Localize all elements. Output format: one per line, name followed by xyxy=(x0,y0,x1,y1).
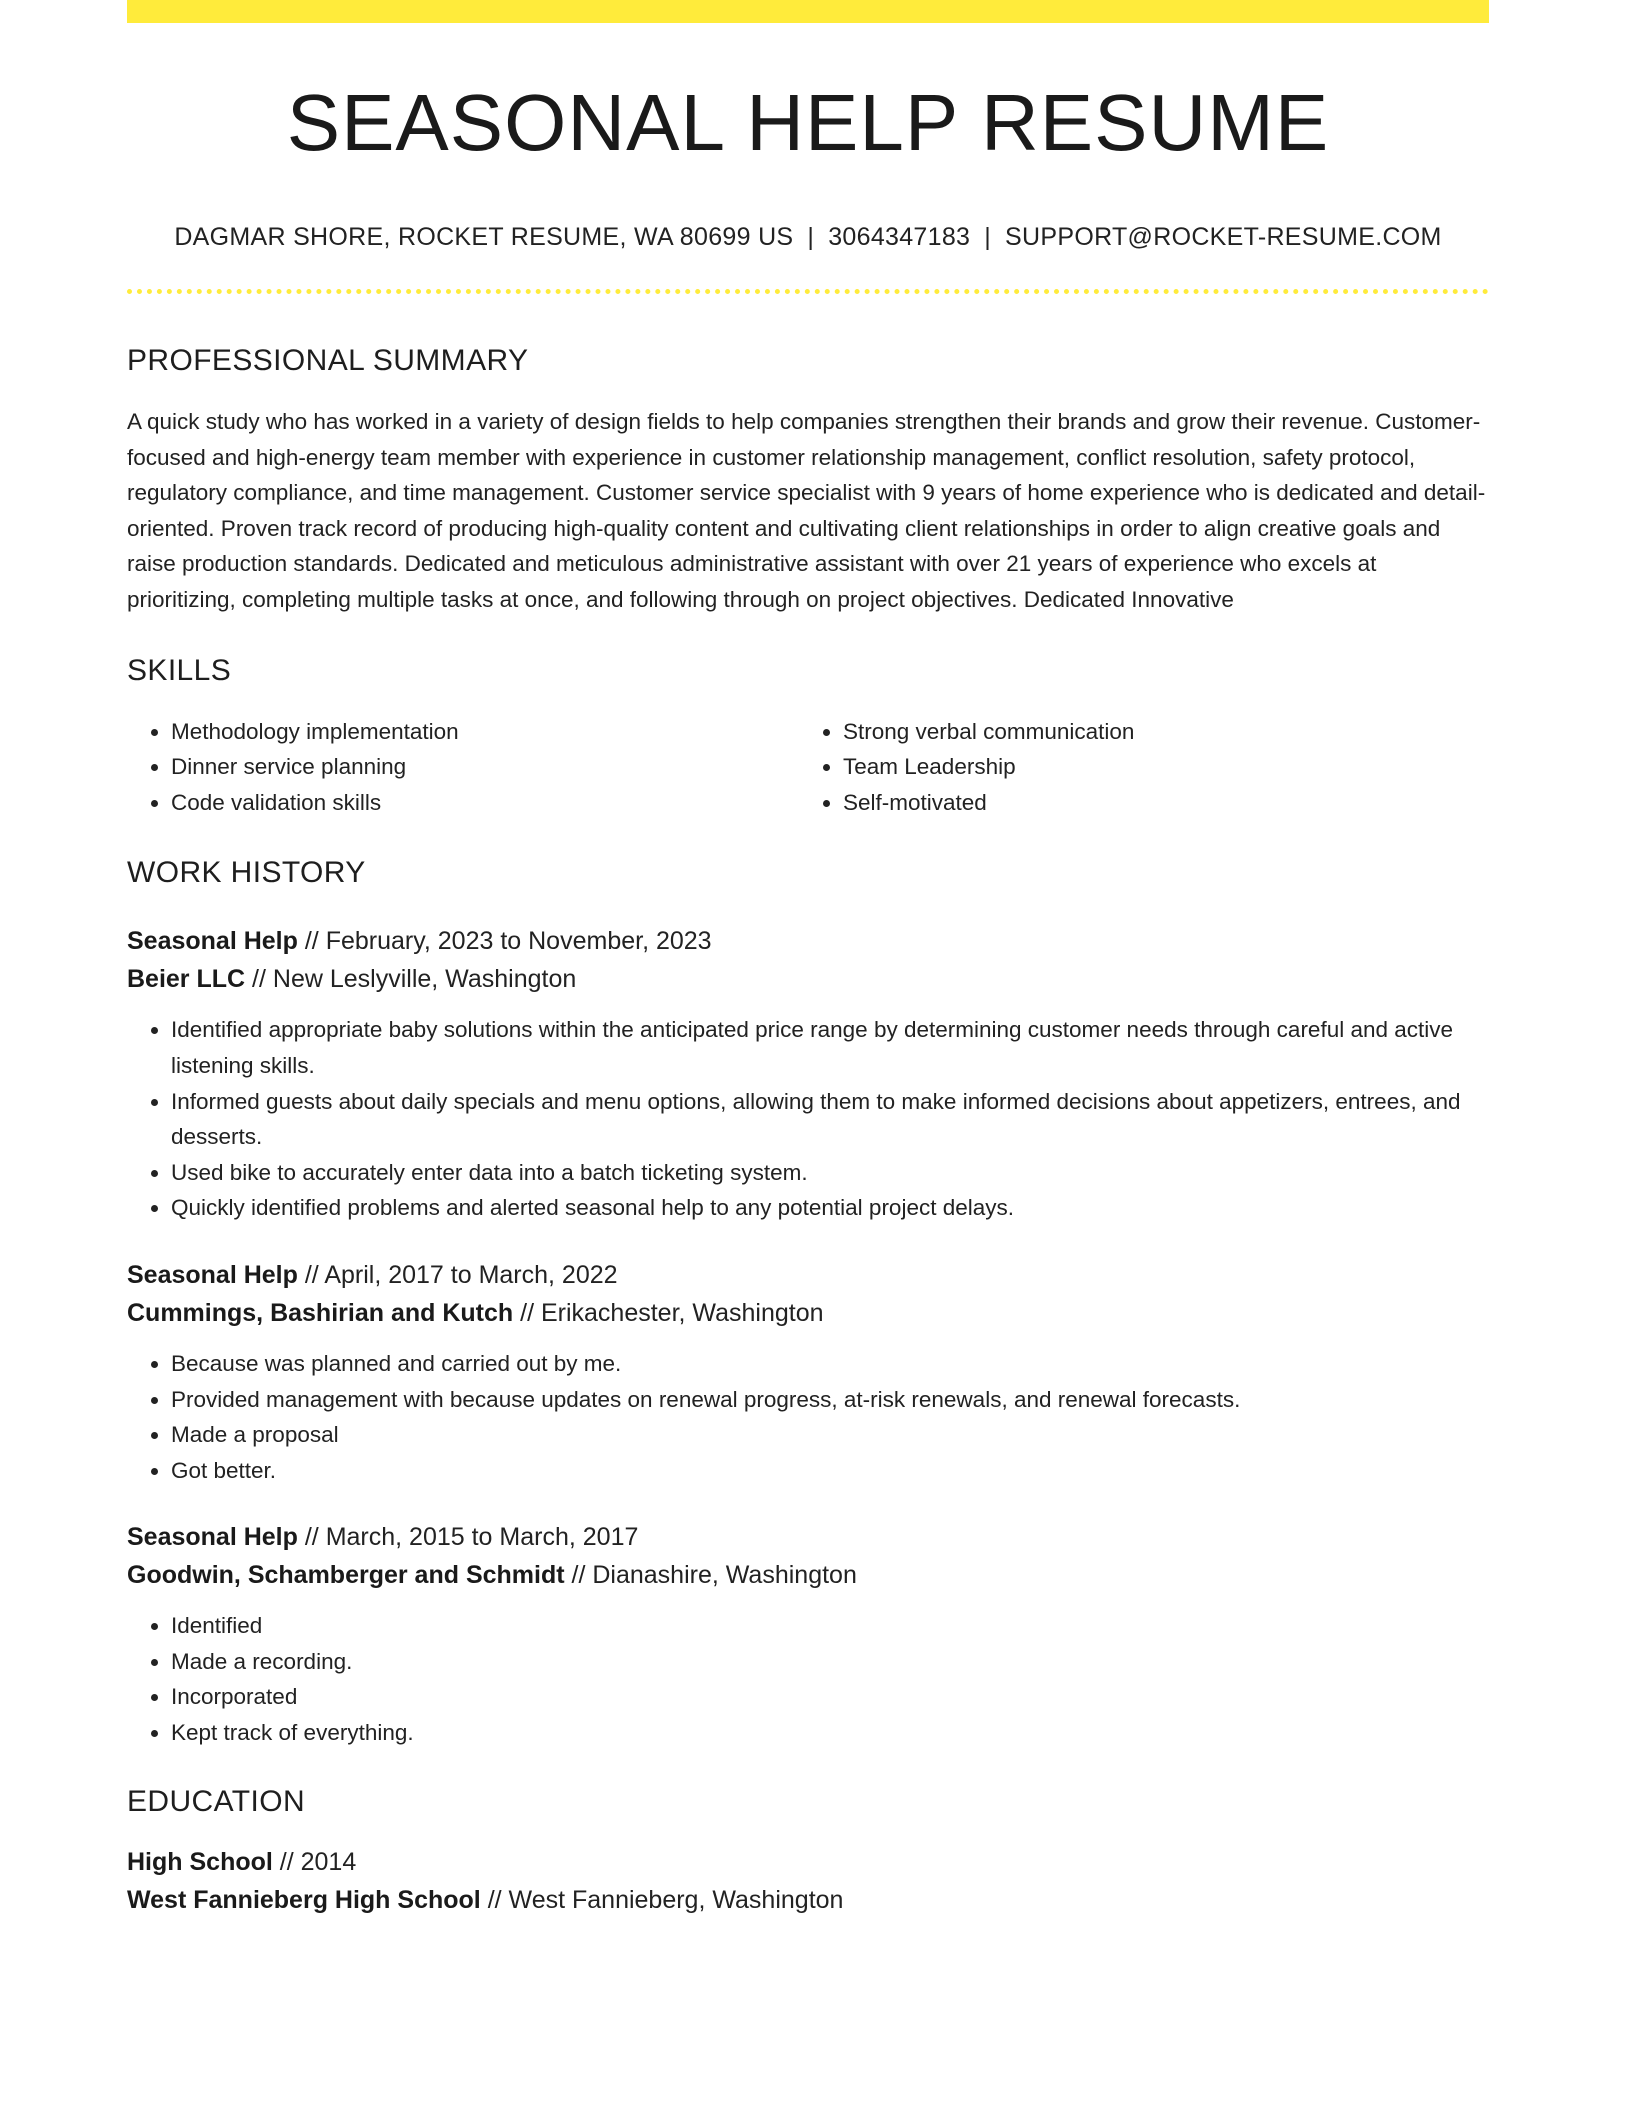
job-separator: // xyxy=(513,1298,541,1327)
summary-text: A quick study who has worked in a variety of design fields to help companies strengthen their brands and grow their revenue. Customer-focused and high-energy team member with experience in customer relationship management, conflict resolution, safety protocol, regulatory compliance, and time management. Customer service specialist with 9 years of home experience who is dedicated and detail-oriented. Proven track record of producing high-quality content and cultivating client relationships in order to align creative goals and raise production standards. Dedicated and meticulous administrative assistant with over 21 years of experience who excels at prioritizing, completing multiple tasks at once, and following through on project objectives. Dedicated Innovative xyxy=(127,409,1486,612)
job-location: Dianashire, Washington xyxy=(592,1561,857,1590)
job-entry xyxy=(127,922,1489,1226)
job-company-line xyxy=(127,1556,1489,1594)
job-bullet: • Because was planned and carried out by me. xyxy=(171,1346,1489,1382)
job-title: Seasonal Help xyxy=(127,1260,298,1289)
education-entry xyxy=(127,1843,1489,1919)
job-bullets xyxy=(127,1012,1489,1226)
skill-item: • Code validation skills xyxy=(171,785,799,821)
job-separator: // xyxy=(297,1523,326,1552)
education-school-line xyxy=(127,1881,1489,1919)
skill-item: • Strong verbal communication xyxy=(843,714,1443,750)
education-location: West Fannieberg, Washington xyxy=(508,1885,844,1914)
job-bullets xyxy=(127,1346,1489,1488)
job-company-line xyxy=(127,1294,1489,1332)
job-separator: // xyxy=(245,965,273,994)
education-separator: // xyxy=(480,1885,509,1914)
job-company-line xyxy=(127,960,1489,998)
education-separator: // xyxy=(272,1847,301,1876)
top-accent-bar xyxy=(127,0,1489,23)
education-degree: High School xyxy=(127,1847,273,1876)
job-company: Beier LLC xyxy=(127,965,246,994)
job-bullet: • Identified xyxy=(171,1608,1489,1644)
education-school: West Fannieberg High School xyxy=(127,1885,481,1914)
job-separator: // xyxy=(297,927,326,956)
skills-columns xyxy=(127,714,1489,821)
education-year: 2014 xyxy=(300,1847,357,1876)
skills-heading: SKILLS xyxy=(127,653,232,687)
contact-line xyxy=(127,225,1489,250)
job-bullet: • Used bike to accurately enter data into a batch ticketing system. xyxy=(171,1155,1489,1191)
job-separator: // xyxy=(564,1561,593,1590)
job-dates: February, 2023 to November, 2023 xyxy=(325,927,712,956)
job-bullet: • Kept track of everything. xyxy=(171,1715,1489,1751)
job-title: Seasonal Help xyxy=(127,927,298,956)
contact-phone: 3064347183 xyxy=(828,223,971,251)
job-bullets xyxy=(127,1608,1489,1750)
education-degree-line xyxy=(127,1843,1489,1881)
job-bullet: • Incorporated xyxy=(171,1679,1489,1715)
job-company: Cummings, Bashirian and Kutch xyxy=(127,1298,514,1327)
job-bullet: • Informed guests about daily specials and menu options, allowing them to make informed decisions about appetizers, entrees, and desserts. xyxy=(171,1084,1489,1155)
job-separator: // xyxy=(297,1260,325,1289)
contact-address: DAGMAR SHORE, ROCKET RESUME, WA 80699 US xyxy=(174,223,794,251)
job-entry xyxy=(127,1518,1489,1750)
resume-page xyxy=(127,0,1489,1919)
work-history-heading: WORK HISTORY xyxy=(127,856,366,890)
contact-separator: | xyxy=(807,223,815,251)
job-dates: April, 2017 to March, 2022 xyxy=(324,1260,618,1289)
dotted-divider xyxy=(127,289,1489,294)
resume-title: SEASONAL HELP RESUME xyxy=(286,78,1330,167)
education-heading: EDUCATION xyxy=(127,1784,306,1818)
job-bullet: • Provided management with because updates on renewal progress, at-risk renewals, and renewal forecasts. xyxy=(171,1382,1489,1418)
contact-separator: | xyxy=(984,223,992,251)
skills-list-right xyxy=(799,714,1443,821)
job-location: Erikachester, Washington xyxy=(540,1298,824,1327)
job-title-line xyxy=(127,1256,1489,1294)
skill-item: • Dinner service planning xyxy=(171,749,799,785)
contact-email: SUPPORT@ROCKET-RESUME.COM xyxy=(1005,223,1442,251)
job-title-line xyxy=(127,1518,1489,1556)
job-title-line xyxy=(127,922,1489,960)
job-bullet: • Made a proposal xyxy=(171,1417,1489,1453)
skill-item: • Self-motivated xyxy=(843,785,1443,821)
job-title: Seasonal Help xyxy=(127,1523,298,1552)
job-dates: March, 2015 to March, 2017 xyxy=(325,1523,639,1552)
job-entry xyxy=(127,1256,1489,1488)
job-bullet: • Quickly identified problems and alerted seasonal help to any potential project delays. xyxy=(171,1190,1489,1226)
job-bullet: • Made a recording. xyxy=(171,1644,1489,1680)
job-bullet: • Got better. xyxy=(171,1453,1489,1489)
job-location: New Leslyville, Washington xyxy=(272,965,577,994)
job-company: Goodwin, Schamberger and Schmidt xyxy=(127,1561,565,1590)
job-bullet: • Identified appropriate baby solutions within the anticipated price range by determining customer needs through careful and active listening skills. xyxy=(171,1012,1489,1083)
skill-item: • Team Leadership xyxy=(843,749,1443,785)
skills-list-left xyxy=(127,714,799,821)
skill-item: • Methodology implementation xyxy=(171,714,799,750)
summary-heading: PROFESSIONAL SUMMARY xyxy=(127,344,529,377)
